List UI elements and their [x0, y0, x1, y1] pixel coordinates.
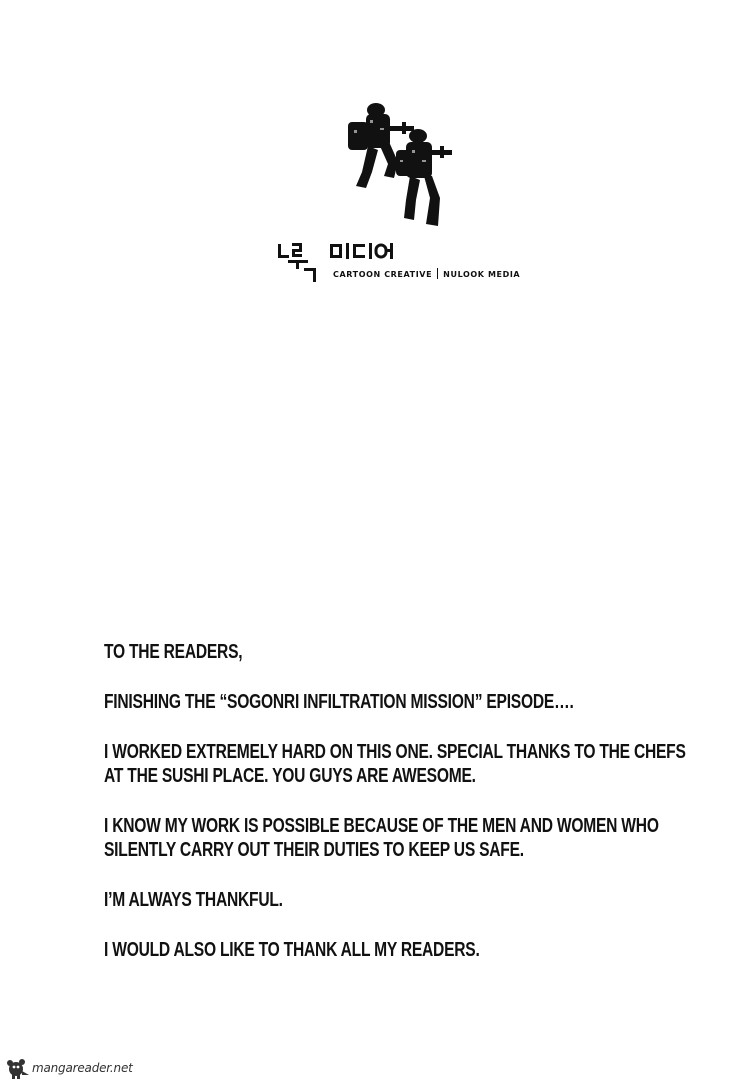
letter-paragraph-5: I WOULD ALSO LIKE TO THANK ALL MY READERS. — [104, 939, 480, 961]
letter-paragraph-3 — [104, 814, 681, 862]
mascot-icon — [4, 1057, 30, 1079]
publisher-logo — [276, 240, 546, 284]
logo-subtitle-left: CARTOON CREATIVE — [333, 270, 433, 279]
soldiers-illustration — [340, 100, 460, 230]
letter-greeting: TO THE READERS, — [104, 641, 243, 663]
letter-paragraph-3-line-2: SILENTLY CARRY OUT THEIR DUTIES TO KEEP US SAFE. — [104, 839, 524, 861]
letter-paragraph-3-line-1: I KNOW MY WORK IS POSSIBLE BECAUSE OF THE MEN AND WOMEN WHO — [104, 815, 659, 837]
letter-paragraph-4: I’M ALWAYS THANKFUL. — [104, 889, 283, 911]
author-letter — [104, 640, 686, 988]
letter-paragraph-2 — [104, 740, 686, 788]
logo-divider — [437, 268, 438, 279]
letter-paragraph-1: FINISHING THE “SOGONRI INFILTRATION MISSION” EPISODE…. — [104, 691, 574, 713]
letter-paragraph-2-line-2: AT THE SUSHI PLACE. YOU GUYS ARE AWESOME. — [104, 765, 476, 787]
letter-paragraph-2-line-1: I WORKED EXTREMELY HARD ON THIS ONE. SPECIAL THANKS TO THE CHEFS — [104, 741, 686, 763]
watermark-text: mangareader.net — [32, 1061, 133, 1075]
logo-subtitle — [333, 268, 520, 279]
logo-subtitle-right: NULOOK MEDIA — [443, 270, 521, 279]
site-watermark — [4, 1056, 133, 1080]
